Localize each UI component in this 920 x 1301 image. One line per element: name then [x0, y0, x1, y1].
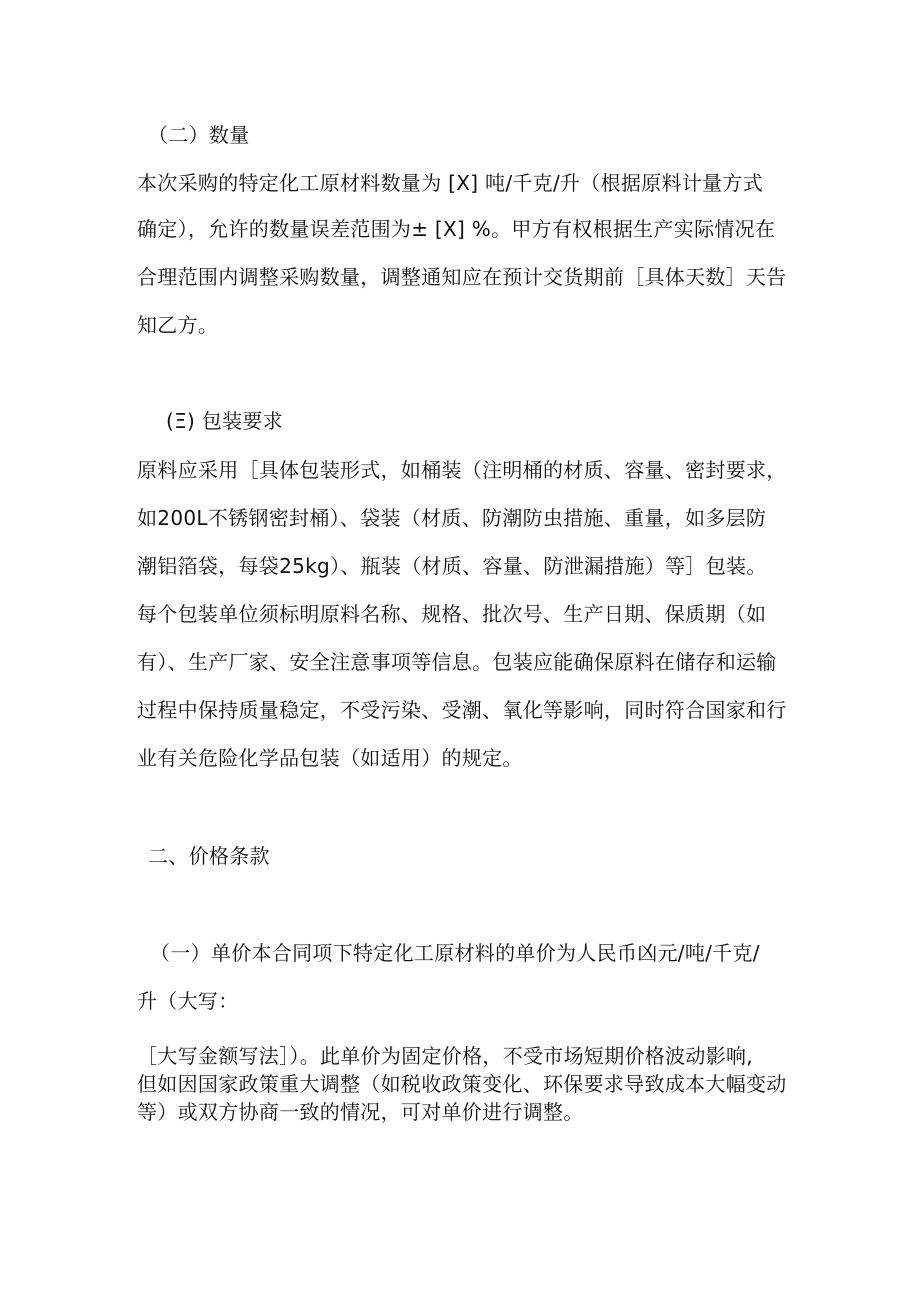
paragraph-line: 过程中保持质量稳定，不受污染、受潮、氧化等影响，同时符合国家和行 — [137, 698, 787, 722]
paragraph-line: 等）或双方协商一致的情况，可对单价进行调整。 — [137, 1100, 584, 1124]
section-heading-packaging: (Ξ) 包装要求 — [166, 409, 283, 433]
paragraph-line: 知乙方。 — [137, 313, 219, 337]
paragraph-line: 原料应采用［具体包装形式，如桶装（注明桶的材质、容量、密封要求， — [137, 458, 787, 482]
section-heading-quantity: （二）数量 — [148, 123, 250, 147]
paragraph-line: 业有关危险化学品包装（如适用）的规定。 — [137, 746, 523, 770]
paragraph-line: 但如因国家政策重大调整（如税收政策变化、环保要求导致成本大幅变动 — [137, 1072, 787, 1096]
paragraph-line: 升（大写： — [137, 989, 239, 1013]
paragraph-line: 确定），允许的数量误差范围为± [X] %。甲方有权根据生产实际情况在 — [137, 217, 776, 241]
paragraph-line: 如200L不锈钢密封桶）、袋装（材质、防潮防虫措施、重量，如多层防 — [137, 506, 767, 530]
paragraph-line: ［大写金额写法］）。此单价为固定价格，不受市场短期价格波动影响, — [137, 1044, 753, 1068]
section-heading-price-terms: 二、价格条款 — [148, 844, 270, 868]
paragraph-line: 每个包装单位须标明原料名称、规格、批次号、生产日期、保质期（如 — [137, 602, 767, 626]
paragraph-line: 有）、生产厂家、安全注意事项等信息。包装应能确保原料在储存和运输 — [137, 650, 777, 674]
paragraph-line: 本次采购的特定化工原材料数量为 [X] 吨/千克/升（根据原料计量方式 — [137, 171, 763, 195]
paragraph-line: 合理范围内调整采购数量，调整通知应在预计交货期前［具体天数］天告 — [137, 265, 787, 289]
paragraph-line: （一）单价本合同项下特定化工原材料的单价为人民币凶元/吨/千克/ — [150, 941, 760, 965]
paragraph-line: 潮铝箔袋，每袋25kg）、瓶装（材质、容量、防泄漏措施）等］包装。 — [137, 554, 767, 578]
